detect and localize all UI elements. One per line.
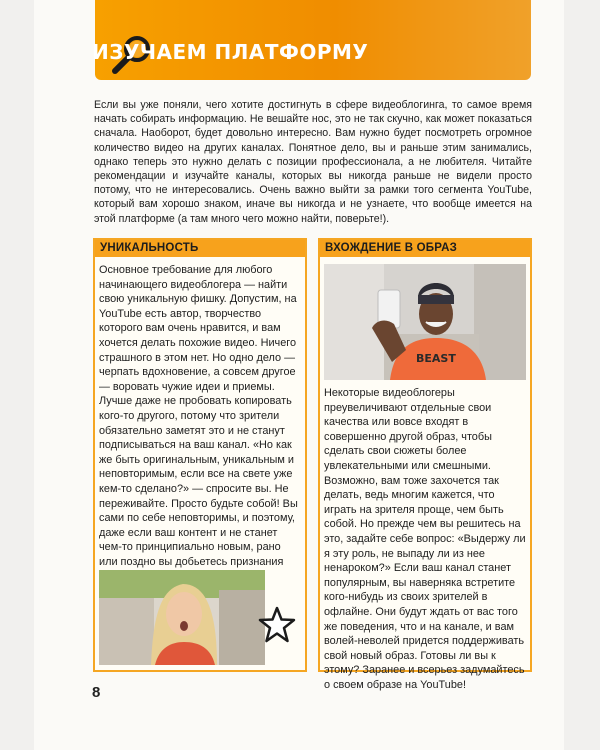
box-heading: ВХОЖДЕНИЕ В ОБРАЗ: [320, 240, 530, 257]
intro-paragraph: Если вы уже поняли, чего хотите достигнуть в сфере видеоблогинга, то самое время начать собирать информацию. Не вешайте нос, это не так скучно, как может показаться сначала. Наоборот, будет довольно интересно. Вам нужно будет посмотреть огромное количество видео на других каналах. Понятное дело, вы и раньше этим занимались, однако теперь это нужно делать с позиции профессионала, а не любителя. Читайте рекомендации и изучайте каналы, которых вы никогда раньше не видели просто потому, что не интересовались. Очень важно выйти за рамки того сегмента YouTube, который вам хорошо знаком, иначе вы никогда и не узнаете, что вообще имеется на этой платформе (а там много чего можно найти, поверьте!).: [94, 99, 532, 225]
photo-blonde-woman: [99, 570, 265, 665]
box-body-text: Некоторые видеоблогеры преувеличивают отдельные свои качества или вовсе входят в совершенно другой образ, чтобы сделать свои сюжеты более увлекательными или смешными. Возможно, вам тоже захочется так делать, ведь многим кажется, что играть на зрителя проще, чем быть собой. Но прежде чем вы решитесь на это, задайте себе вопрос: «Выдержу ли я эту роль, не выпаду ли из нее ненароком?» Если ваш канал станет популярным, вы наверняка встретите кого-нибудь из своих зрителей в офлайне. Они будут ждать от вас того же поведения, что и на канале, и вам волей-неволей придется поддерживать свой новый образ. Готовы ли вы к этому? Заранее и всерьез задумайтесь о своем образе на YouTube!: [324, 387, 526, 691]
box-body-text: Основное требование для любого начинающего видеоблогера — найти свою уникальную фишку. Допустим, на YouTube есть автор, творчество которого вам очень нравится, и вам хочется делать похожие видео. Ничего страшного в этом нет. Но одно дело — черпать вдохновение, а совсем другое — воровать чужие идеи и приемы. Лучше даже не пробовать копировать кого-то другого, потому что зрители обязательно заметят это и не станут подписываться на ваш канал. «Но как же быть оригинальным, уникальным и неповторимым, если все на свете уже кем-то сделано?» — спросите вы. Не переживайте. Просто будьте собой! Вы сами по себе неповторимы, и поэтому, даже если ваш контент и не станет чем-то принципиально новым, рано или поздно вы добьетесь признания: [99, 264, 298, 568]
star-icon: [258, 606, 296, 644]
box-heading: УНИКАЛЬНОСТЬ: [95, 240, 305, 257]
page-number: 8: [92, 684, 101, 701]
sidebar-box-persona: [318, 238, 532, 691]
photo-man-selfie: [324, 264, 526, 380]
shirt-print-text: BEAST: [416, 352, 456, 365]
page-title: ИЗУЧАЕМ ПЛАТФОРМУ: [92, 40, 369, 64]
